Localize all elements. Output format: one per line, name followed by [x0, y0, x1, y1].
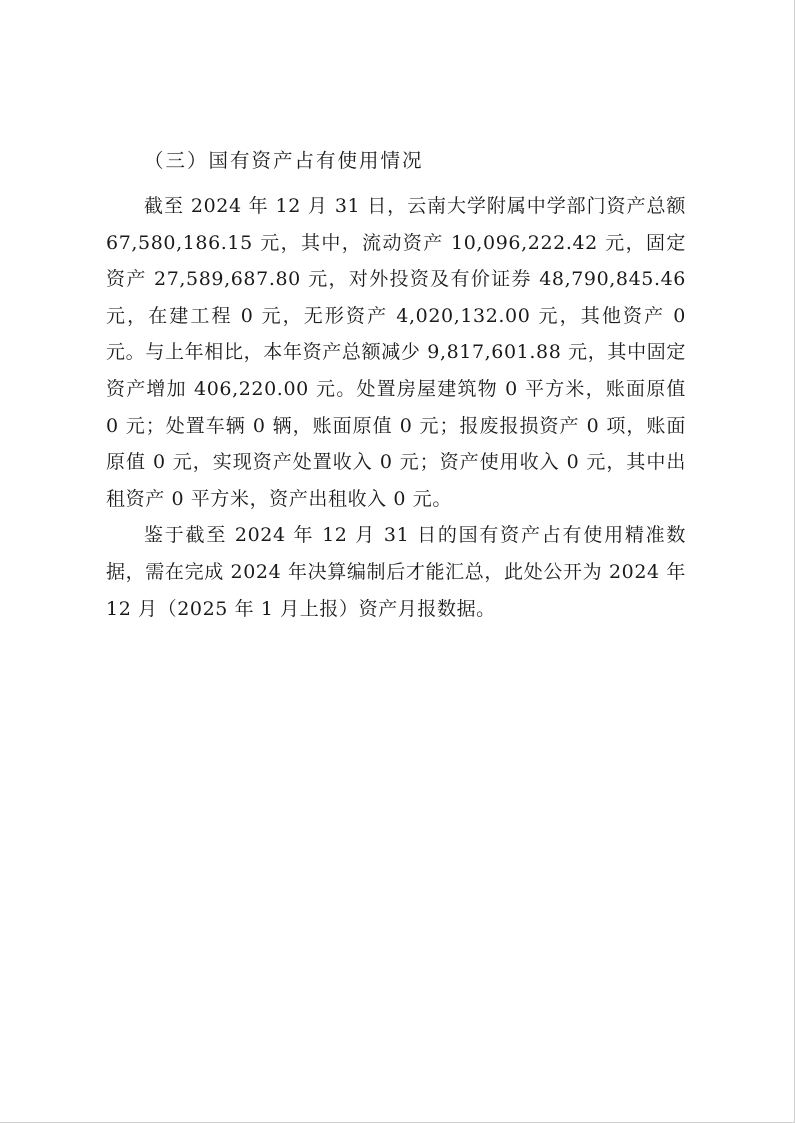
document-body [106, 146, 686, 627]
paragraph-data-note: 鉴于截至 2024 年 12 月 31 日的国有资产占有使用精准数据，需在完成 2024 年决算编制后才能汇总，此处公开为 2024 年 12 月（2025 年 1 月上报）资产月报数据。 [106, 524, 686, 620]
section-heading: （三）国有资产占有使用情况 [144, 149, 424, 172]
paragraph-asset-summary: 截至 2024 年 12 月 31 日，云南大学附属中学部门资产总额 67,580,186.15 元，其中，流动资产 10,096,222.42 元，固定资产 27,589,687.80 元，对外投资及有价证券 48,790,845.46 元，在建工程 0 元，无形资产 4,020,132.00 元，其他资产 0 元。与上年相比，本年资产总额减少 9,817,601.88 元，其中固定资产增加 406,220.00 元。处置房屋建筑物 0 平方米，账面原值 0 元；处置车辆 0 辆，账面原值 0 元；报废报损资产 0 项，账面原值 0 元，实现资产处置收入 0 元；资产使用收入 0 元，其中出租资产 0 平方米，资产出租收入 0 元。 [106, 195, 686, 510]
